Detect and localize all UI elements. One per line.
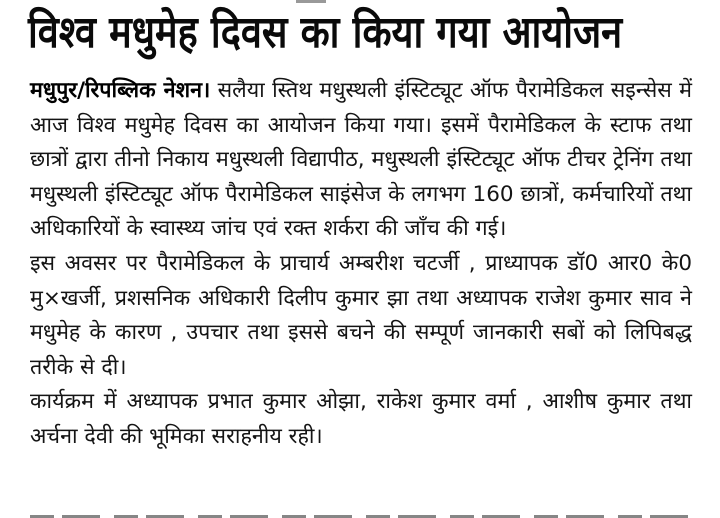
paragraph-1-body: सलैया स्तिथ मधुस्थली इंस्टिट्यूट ऑफ पैरामेडिकल सइन्सेस में आज विश्व मधुमेह दिवस का आयोजन किया गया। इसमें पैरामेडिकल के स्टाफ तथा छात्रों द्वारा तीनो निकाय मधुस्थली विद्यापीठ, मधुस्थली इंस्टिट्यूट ऑफ टीचर ट्रेनिंग तथा मधुस्थली इंस्टिट्यूट ऑफ पैरामेडिकल साइंसेज के लगभग 160 छात्रों, कर्मचारियों तथा अधिकारियों के स्वास्थ्य जांच एवं रक्त शर्करा की जाँच की गई। <box>30 78 693 242</box>
paragraph-1 <box>30 74 692 247</box>
dateline: मधुपुर/रिपब्लिक नेशन। <box>30 78 211 103</box>
cropped-next-line <box>30 508 692 518</box>
paragraph-2: इस अवसर पर पैरामेडिकल के प्राचार्य अम्बरीश चटर्जी , प्राध्यापक डॉ0 आर0 के0 मु×खर्जी, प्रशसनिक अधिकारी दिलीप कुमार झा तथा अध्यापक राजेश कुमार साव ने मधुमेह के कारण , उपचार तथा इससे बचने की सम्पूर्ण जानकारी सबों को लिपिबद्ध तरीके से दी। <box>30 250 692 380</box>
article-body <box>30 74 692 455</box>
headline: विश्व मधुमेह दिवस का किया गया आयोजन <box>28 7 623 58</box>
cropped-text-fragment <box>296 0 326 3</box>
paragraph-3: कार्यक्रम में अध्यापक प्रभात कुमार ओझा, राकेश कुमार वर्मा , आशीष कुमार तथा अर्चना देवी की भूमिका सराहनीय रही। <box>30 389 692 449</box>
